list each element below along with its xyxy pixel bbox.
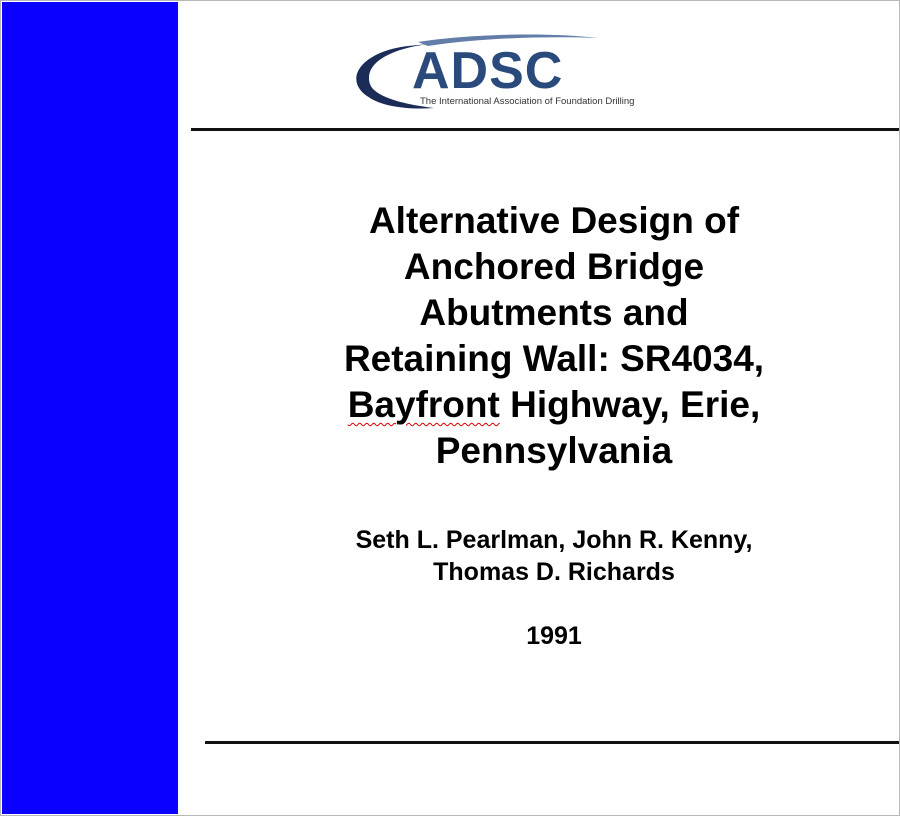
- authors-line: Thomas D. Richards: [433, 558, 675, 586]
- title-line: Abutments and: [419, 292, 689, 333]
- title-line-rest: Highway, Erie,: [499, 384, 761, 425]
- logo-tagline: The International Association of Foundation Drilling: [420, 96, 635, 107]
- logo-wordmark: ADSC: [412, 42, 564, 100]
- title-line: Pennsylvania: [435, 430, 673, 471]
- bottom-divider: [205, 741, 899, 744]
- authors: [196, 524, 900, 588]
- top-divider: [191, 128, 899, 131]
- title-line: Retaining Wall: SR4034,: [343, 338, 765, 379]
- title-line: [196, 382, 900, 428]
- publication-year: 1991: [526, 622, 582, 650]
- authors-line: Seth L. Pearlman, John R. Kenny,: [355, 526, 753, 554]
- title-line: Anchored Bridge: [403, 246, 705, 287]
- adsc-logo: [348, 30, 708, 120]
- blue-sidebar-bar: [2, 2, 178, 814]
- spellcheck-flagged-word: Bayfront: [347, 384, 500, 425]
- document-title: [196, 198, 900, 474]
- title-line: Alternative Design of: [368, 200, 740, 241]
